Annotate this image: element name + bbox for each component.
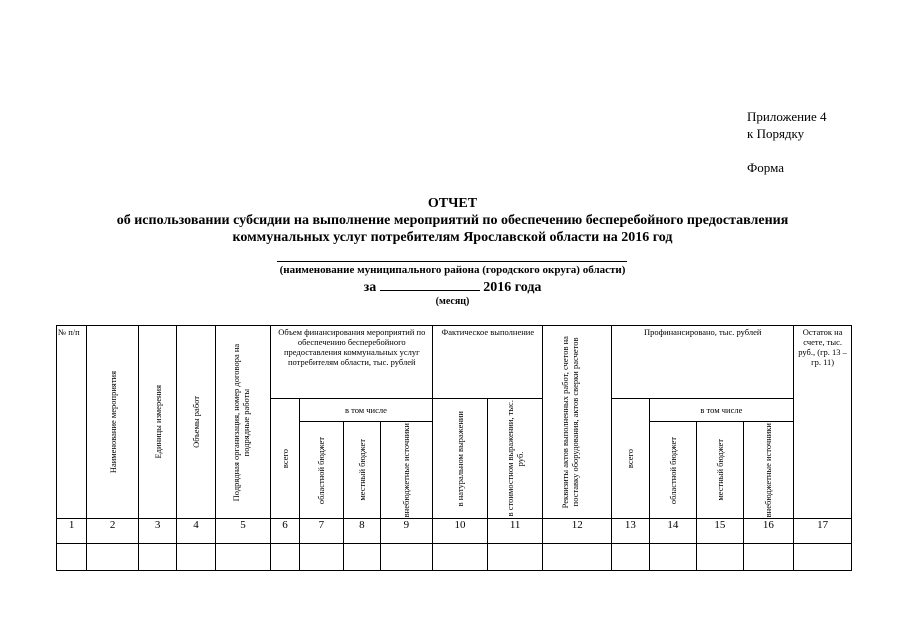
data-cell[interactable] [299,544,343,571]
col-extrabudget2-header: внебюджетные источники [743,422,794,519]
report-title: ОТЧЕТ [427,196,478,211]
col-including-header: в том числе [299,399,433,422]
data-cell[interactable] [57,544,87,571]
column-number: 13 [612,519,649,544]
data-cell[interactable] [543,544,612,571]
column-number-row [57,519,852,544]
data-cell[interactable] [177,544,215,571]
data-cell[interactable] [612,544,649,571]
col-requisites-header: Реквизиты актов выполненных работ, счетов на поставку оборудования, актов сверки расчетов [543,326,612,519]
data-cell[interactable] [649,544,697,571]
data-cell[interactable] [138,544,176,571]
form-label: Форма [747,160,784,175]
column-number: 17 [794,519,852,544]
period-line [0,278,905,296]
data-cell[interactable] [487,544,543,571]
column-number: 12 [543,519,612,544]
data-cell[interactable] [380,544,433,571]
col-including2-header: в том числе [649,399,794,422]
column-number: 11 [487,519,543,544]
column-number: 10 [433,519,488,544]
period-prefix: за [363,280,377,295]
empty-data-row [57,544,852,571]
annex-order: к Порядку [747,126,805,141]
month-caption: (месяц) [435,296,470,307]
col-financing-header: Объем финансирования мероприятий по обеспечению бесперебойного предоставления коммунальных услуг потребителям области, тыс. рублей [271,326,433,399]
data-cell[interactable] [215,544,271,571]
annex-number: Приложение 4 [747,109,827,124]
report-subtitle-line1: об использовании субсидии на выполнение мероприятий по обеспечению бесперебойного предоставления [116,213,789,228]
col-funded-header: Профинансировано, тыс. рублей [612,326,794,399]
report-table [56,325,852,571]
col-local2-header: местный бюджет [697,422,744,519]
col-units-header: Единицы измерения [138,326,176,519]
column-number: 5 [215,519,271,544]
column-number: 4 [177,519,215,544]
col-cost-header: в стоимостном выражении, тыс. руб. [487,399,543,519]
column-number: 14 [649,519,697,544]
district-caption: (наименование муниципального района (городского округа) области) [279,264,626,276]
col-contractor-header: Подрядная организация, номер договора на подрядные работы [215,326,271,519]
data-cell[interactable] [697,544,744,571]
col-actual-header: Фактическое выполнение [433,326,543,399]
period-suffix: 2016 года [483,280,542,295]
col-local-header: местный бюджет [344,422,380,519]
column-number: 7 [299,519,343,544]
column-number: 15 [697,519,744,544]
data-cell[interactable] [344,544,380,571]
col-name-header: Наименование мероприятия [87,326,139,519]
column-number: 16 [743,519,794,544]
col-balance-header: Остаток на счете, тыс. руб., (гр. 13 – гр. 11) [794,326,852,519]
column-number: 8 [344,519,380,544]
report-subtitle-line2: коммунальных услуг потребителям Ярославской области на 2016 год [232,230,673,245]
data-cell[interactable] [87,544,139,571]
column-number: 2 [87,519,139,544]
col-natural-header: в натуральном выражении [433,399,488,519]
column-number: 1 [57,519,87,544]
col-extrabudget-header: внебюджетные источники [380,422,433,519]
col-number-header: № п/п [57,326,87,519]
col-total-header: всего [271,399,299,519]
data-cell[interactable] [271,544,299,571]
col-regional-header: областной бюджет [299,422,343,519]
district-blank-line [277,261,627,262]
month-blank [380,278,480,291]
col-regional2-header: областной бюджет [649,422,697,519]
column-number: 6 [271,519,299,544]
col-total2-header: всего [612,399,649,519]
column-number: 3 [138,519,176,544]
col-volume-header: Объемы работ [177,326,215,519]
data-cell[interactable] [743,544,794,571]
column-number: 9 [380,519,433,544]
data-cell[interactable] [433,544,488,571]
header-row-1 [57,326,852,399]
annex-reference [747,108,827,142]
data-cell[interactable] [794,544,852,571]
